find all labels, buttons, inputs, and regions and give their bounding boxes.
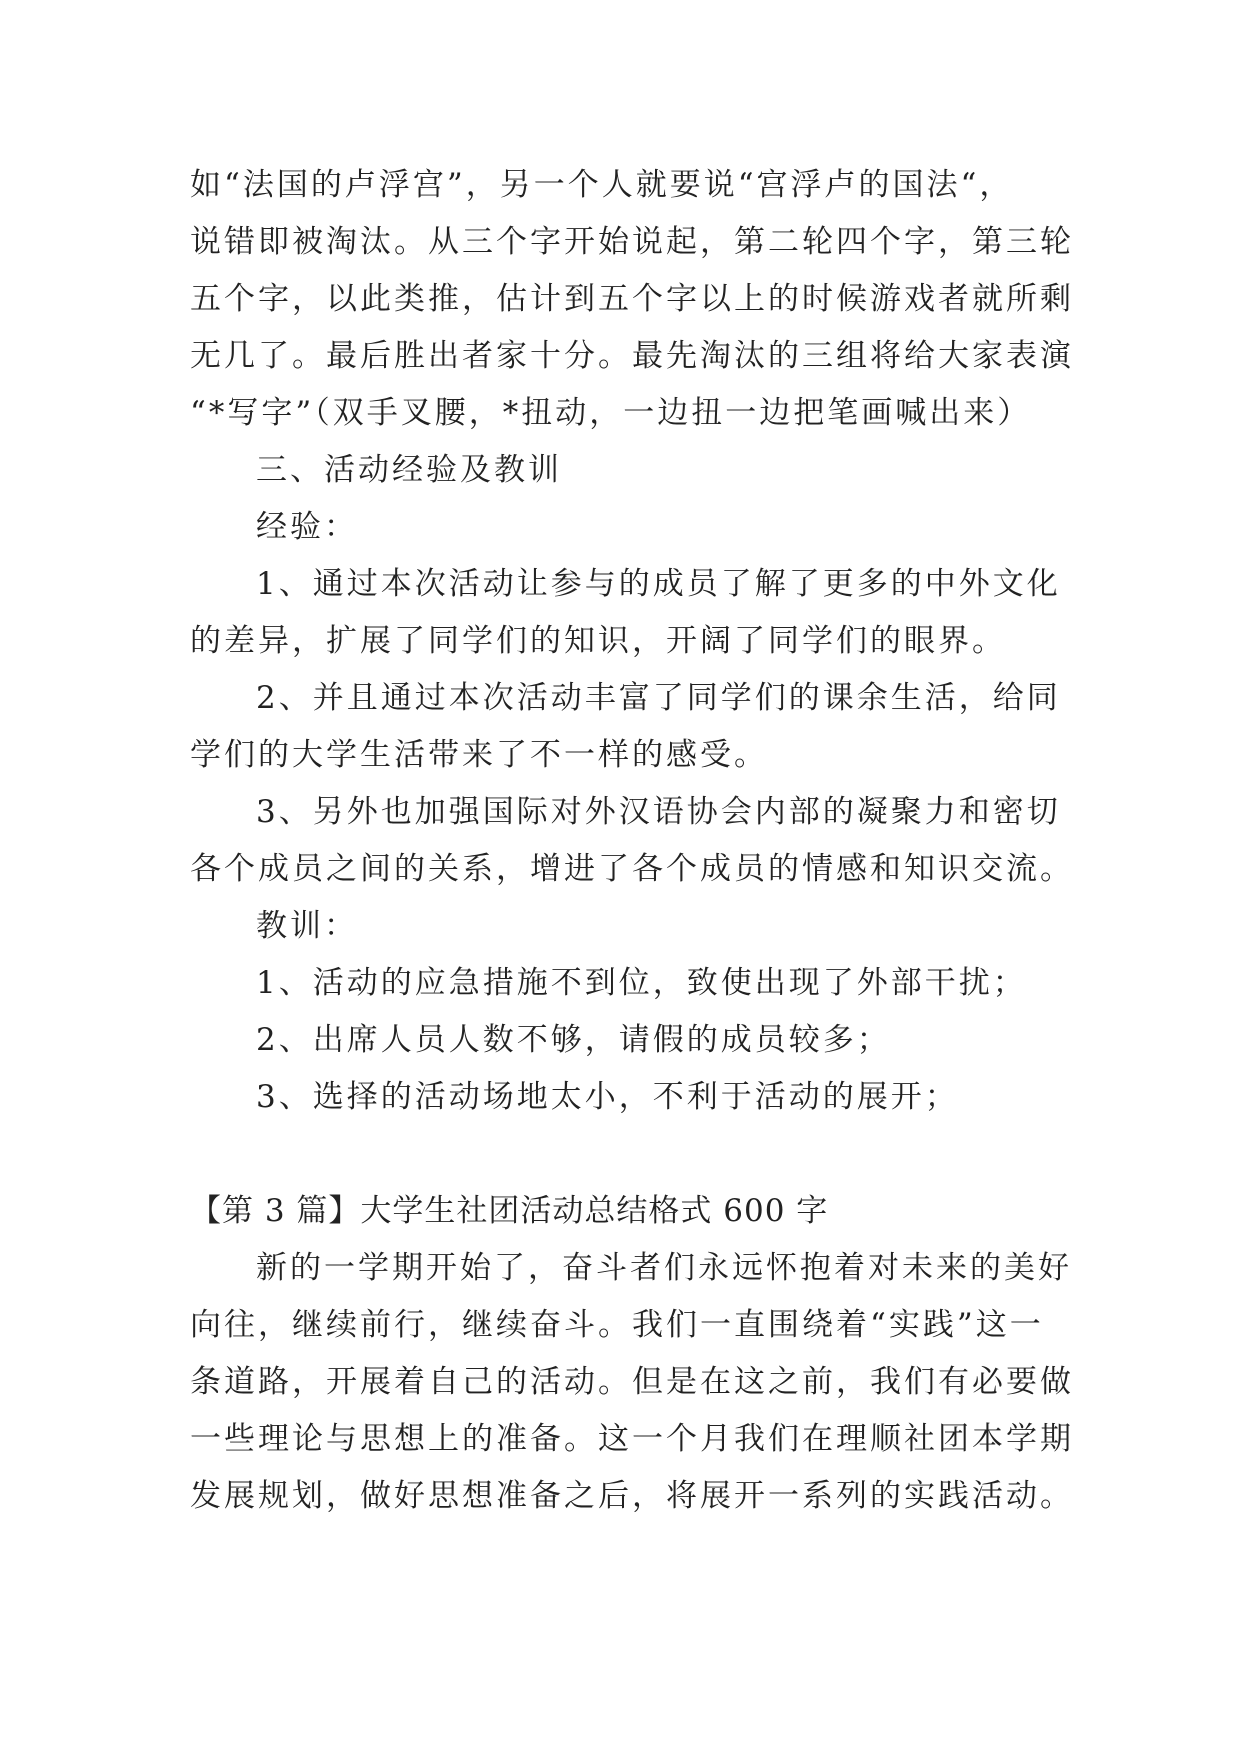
list-item: 1、通过本次活动让参与的成员了解了更多的中外文化 (256, 566, 1061, 602)
list-item: 1、活动的应急措施不到位，致使出现了外部干扰； (256, 965, 1027, 1001)
subsection-heading: 三、活动经验及教训 (256, 452, 562, 488)
list-item: 2、出席人员人数不够，请假的成员较多； (256, 1022, 891, 1058)
text-line: 新的一学期开始了，奋斗者们永远怀抱着对未来的美好 (256, 1250, 1072, 1286)
list-item: 2、并且通过本次活动丰富了同学们的课余生活，给同 (256, 680, 1061, 716)
text-line: 向往，继续前行，继续奋斗。我们一直围绕着“实践”这一 (190, 1307, 1044, 1343)
text-line: 一些理论与思想上的准备。这一个月我们在理顺社团本学期 (190, 1421, 1074, 1457)
text-line: 说错即被淘汰。从三个字开始说起，第二轮四个字，第三轮 (190, 224, 1074, 260)
lessons-label: 教训： (256, 908, 358, 944)
text-line: “*写字”（双手叉腰，*扭动，一边扭一边把笔画喊出来） (190, 395, 1032, 431)
list-item: 3、另外也加强国际对外汉语协会内部的凝聚力和密切 (256, 794, 1061, 830)
section-heading: 【第 3 篇】大学生社团活动总结格式 600 字 (190, 1193, 829, 1229)
list-item: 3、选择的活动场地太小，不利于活动的展开； (256, 1079, 959, 1115)
text-line: 学们的大学生活带来了不一样的感受。 (190, 737, 768, 773)
text-line: 如“法国的卢浮宫”，另一个人就要说“宫浮卢的国法“， (190, 167, 1014, 203)
text-line: 的差异，扩展了同学们的知识，开阔了同学们的眼界。 (190, 623, 1006, 659)
text-line: 无几了。最后胜出者家十分。最先淘汰的三组将给大家表演 (190, 338, 1074, 374)
text-line: 五个字，以此类推，估计到五个字以上的时候游戏者就所剩 (190, 281, 1074, 317)
experience-label: 经验： (256, 509, 358, 545)
text-line: 条道路，开展着自己的活动。但是在这之前，我们有必要做 (190, 1364, 1074, 1400)
text-line: 各个成员之间的关系，增进了各个成员的情感和知识交流。 (190, 851, 1074, 887)
text-line: 发展规划，做好思想准备之后，将展开一系列的实践活动。 (190, 1478, 1074, 1514)
